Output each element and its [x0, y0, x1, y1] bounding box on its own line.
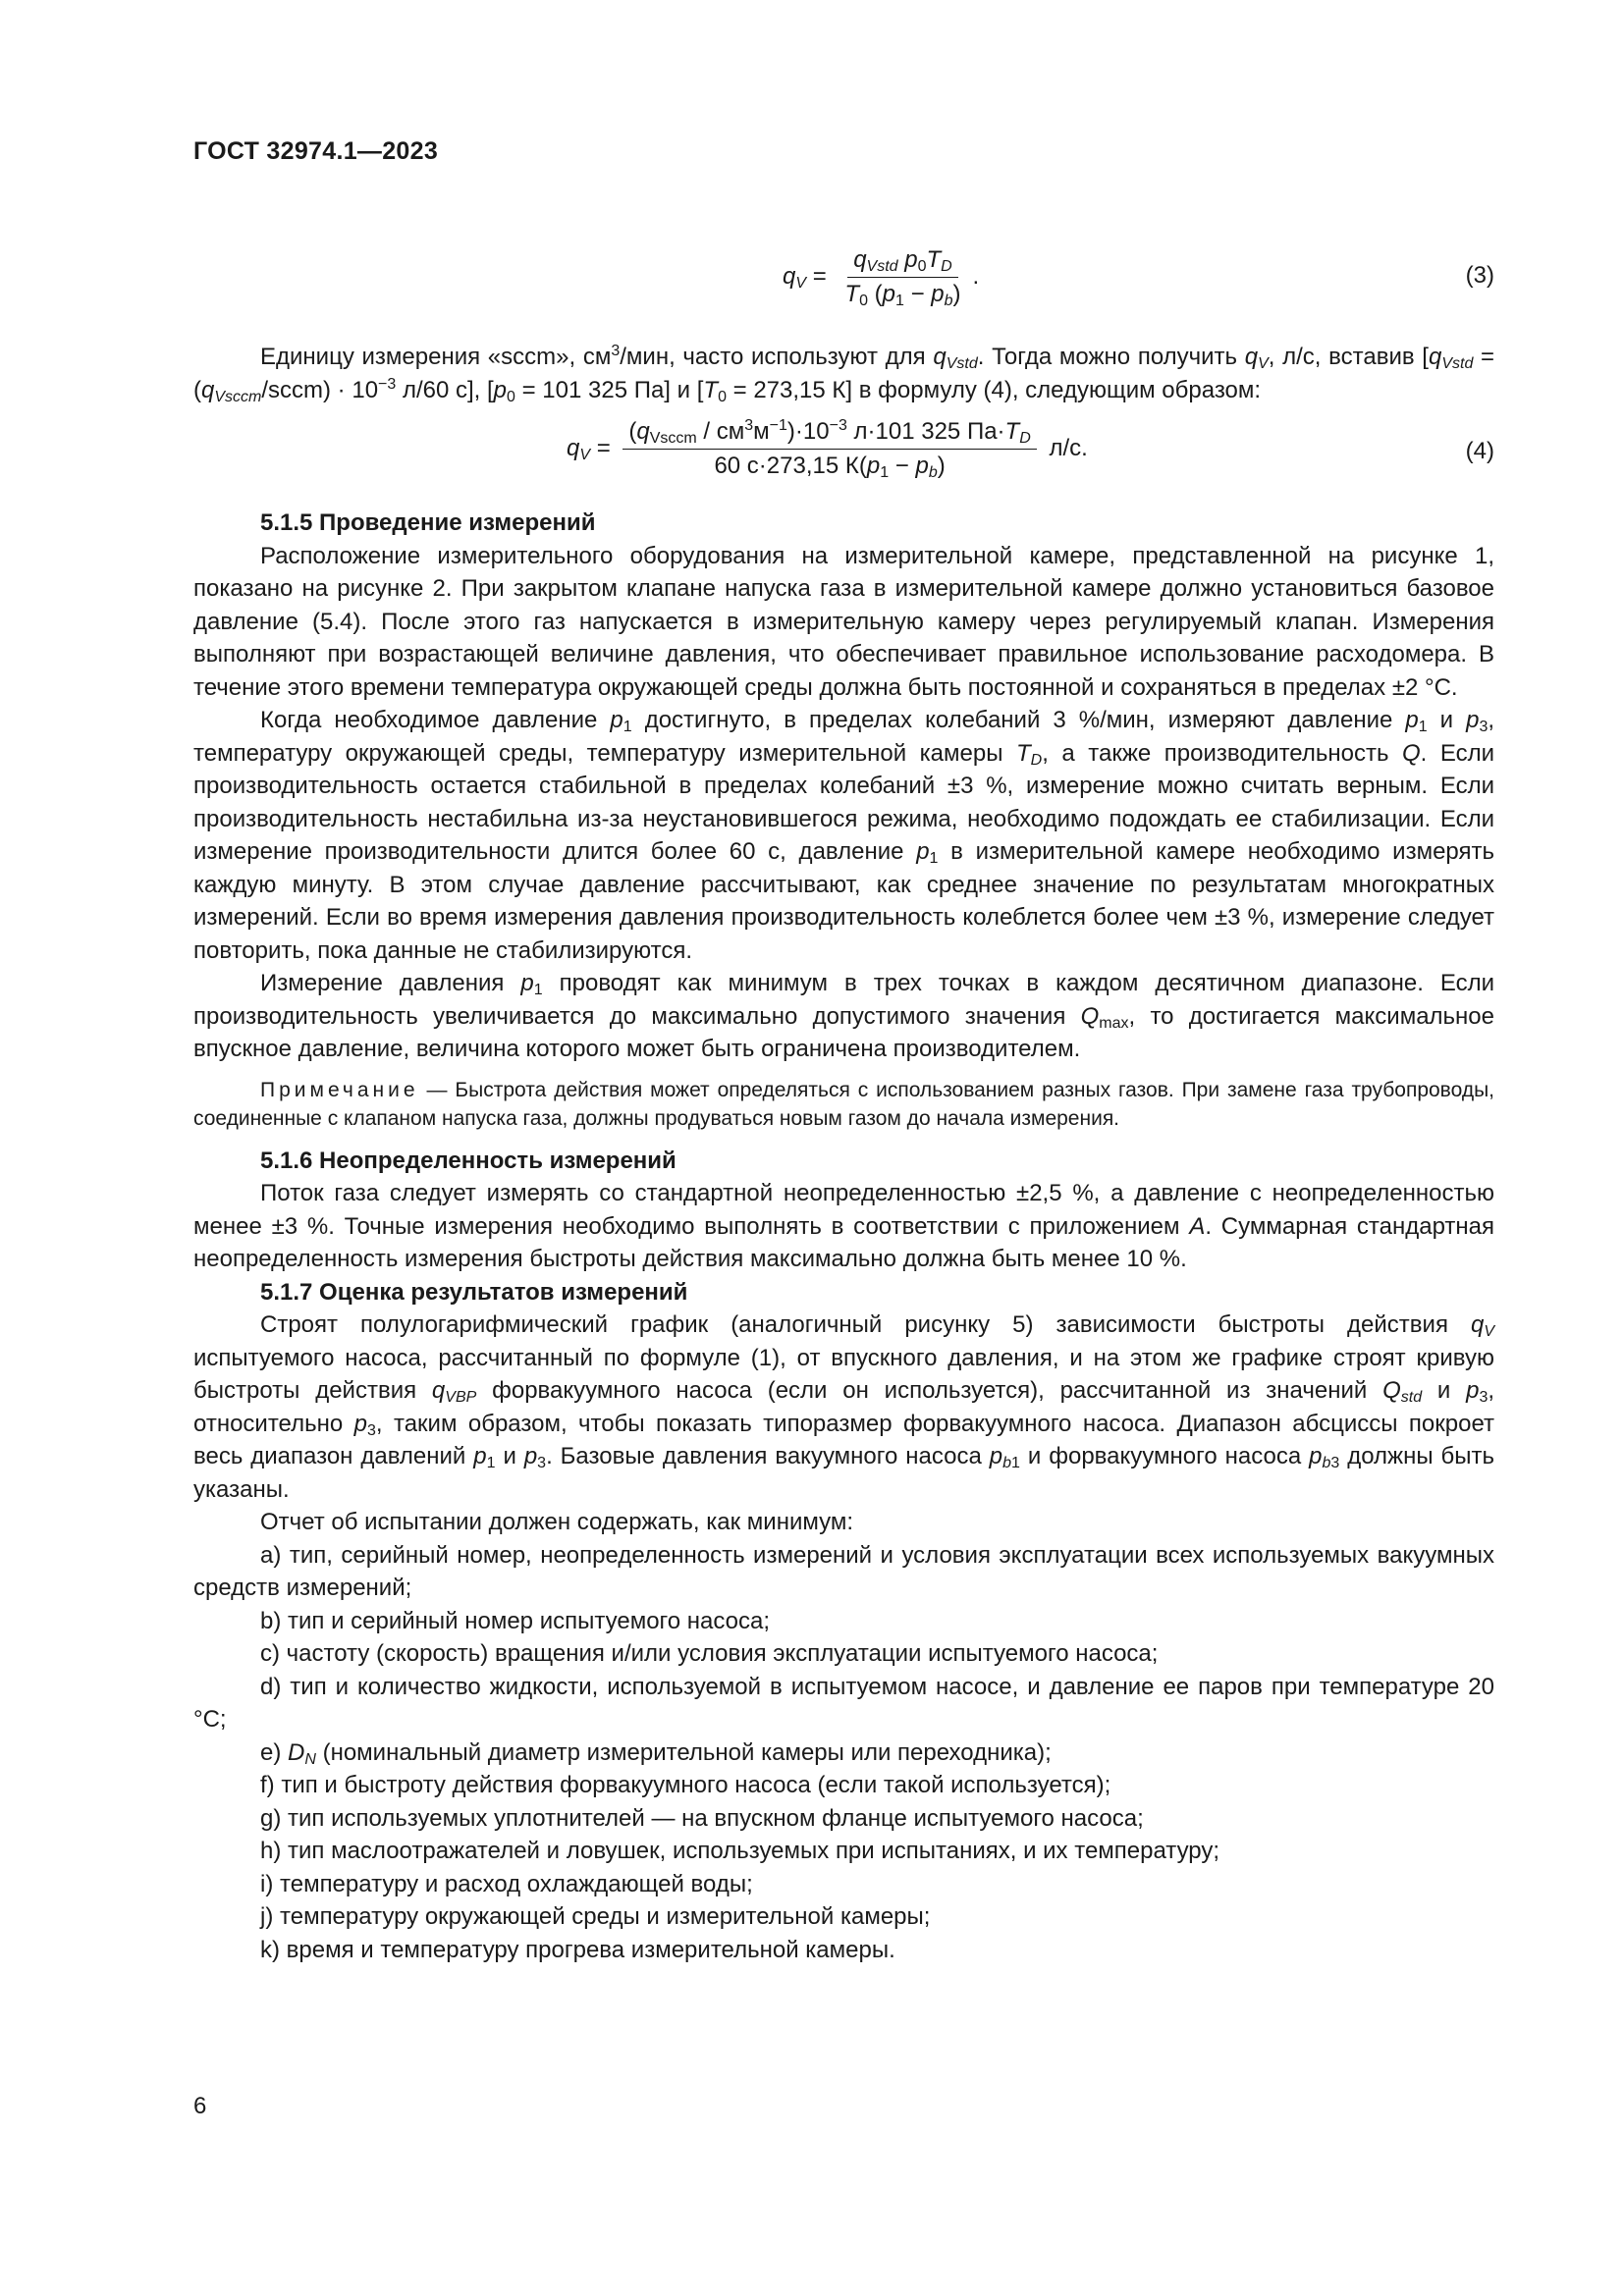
section-5-1-6-title: 5.1.6 Неопределенность измерений — [260, 1147, 677, 1174]
note-text: — Быстрота действия может определяться с использованием разных газов. При замене газа трубопроводы, соединенные с клапаном напуска газа, должны продуваться новым газом до начала измерения. — [193, 1078, 1494, 1130]
formula-3 — [193, 246, 1494, 319]
list-item-g: g) тип используемых уплотнителей — на впускном фланце испытуемого насоса; — [260, 1804, 1144, 1832]
section-5-1-5-title: 5.1.5 Проведение измерений — [260, 509, 596, 536]
document-page — [193, 137, 1494, 1966]
formula-3-expression: $q_V$ = $\frac{q_{Vstd} p_0T_D}{T_0 (p_1 - p_b)}$ . — [783, 246, 980, 309]
formula-3-number: (3) — [1465, 262, 1494, 289]
list-item-j: j) температуру окружающей среды и измерительной камеры; — [260, 1903, 931, 1930]
report-intro: Отчет об испытании должен содержать, как минимум: — [260, 1509, 854, 1535]
note-label: Примечание — [260, 1078, 419, 1101]
section-5-1-6-paragraph-1: Поток газа следует измерять со стандартной неопределенностью ±2,5 %, а давление с неопределенностью менее ±3 %. Точные измерения необходимо выполнять в соответствии с приложением А. Суммарная стандартная неопределенность измерения быстроты действия максимально должна быть менее 10 %. — [193, 1180, 1495, 1272]
section-5-1-5-paragraph-3: Измерение давления $p_1$ проводят как минимум в трех точках в каждом десятичном диапазоне. Если производительность увеличивается до максимально допустимого значения $Q_{max}$, то достигается максимальное впускное давление, величина которого может быть ограничена производителем. — [193, 970, 1495, 1062]
list-item-e: e) $D_N$ (номинальный диаметр измерительной камеры или переходника); — [260, 1738, 1052, 1768]
list-item-h: h) тип маслоотражателей и ловушек, используемых при испытаниях, и их температуру; — [260, 1838, 1220, 1864]
formula-4-unit: л/с. — [1049, 434, 1088, 461]
note — [193, 1076, 1494, 1133]
page-number: 6 — [193, 2093, 207, 2119]
list-item-b: b) тип и серийный номер испытуемого насоса; — [260, 1607, 771, 1634]
section-5-1-7-paragraph-1: Строят полулогарифмический график (аналогичный рисунку 5) зависимости быстроты действия $q_V$ испытуемого насоса, рассчитанный по формуле (1), от впускного давления, и на этом же графике строят кривую быстроты действия $q_{VBP}$ форвакуумного насоса (если он используется), рассчитанной из значений $Q_{std}$ и $p_3$, относительно $p_3$, таким образом, чтобы показать типоразмер форвакуумного насоса. Диапазон абсциссы покроет весь диапазон давлений $p_1$ и $p_3$. Базовые давления вакуумного насоса $p_{b1}$ и форвакуумного насоса $p_{b3}$ должны быть указаны. — [193, 1311, 1495, 1503]
list-item-c: c) частоту (скорость) вращения и/или условия эксплуатации испытуемого насоса; — [260, 1640, 1159, 1667]
list-item-a: a) тип, серийный номер, неопределенность измерений и условия эксплуатации всех используемых вакуумных средств измерений; — [193, 1541, 1494, 1601]
formula-4-number: (4) — [1465, 438, 1494, 464]
section-5-1-5-paragraph-1: Расположение измерительного оборудования на измерительной камере, представленной на рисунке 1, показано на рисунке 2. При закрытом клапане напуска газа в измерительной камере должно установиться базовое давление (5.4). После этого газ напускается в измерительную камеру через регулируемый клапан. Измерения выполняют при возрастающей величине давления, что обеспечивает правильное использование расходомера. В течение этого времени температура окружающей среды должна быть постоянной и сохраняться в пределах ±2 °С. — [193, 542, 1494, 701]
document-header: ГОСТ 32974.1—2023 — [193, 137, 439, 165]
list-item-d: d) тип и количество жидкости, используемой в испытуемом насосе, и давление ее паров при температуре 20 °С; — [193, 1673, 1494, 1733]
list-item-f: f) тип и быстроту действия форвакуумного насоса (если такой используется); — [260, 1772, 1111, 1798]
list-item-k: k) время и температуру прогрева измерительной камеры. — [260, 1936, 895, 1963]
formula-4 — [193, 416, 1494, 499]
section-5-1-5-paragraph-2: Когда необходимое давление $p_1$ достигнуто, в пределах колебаний 3 %/мин, измеряют давление $p_1$ и $p_3$, температуру окружающей среды, температуру измерительной камеры $T_D$, а также производительность Q. Если производительность остается стабильной в пределах колебаний ±3 %, измерение можно считать верным. Если производительность нестабильна из-за неустановившегося режима, необходимо подождать ее стабилизации. Если измерение производительности длится более 60 с, давление $p_1$ в измерительной камере необходимо измерять каждую минуту. В этом случае давление рассчитывают, как среднее значение по результатам многократных измерений. Если во время измерения давления производительность колеблется более чем ±3 %, измерение следует повторить, пока данные не стабилизируются. — [193, 707, 1495, 964]
paragraph-sccm: Единицу измерения «sccm», $см^3$/мин, часто используют для $q_{Vstd}$. Тогда можно получить $q_V$, л/с, вставив [$q_{Vstd}$ = $(q_{Vsccm}/sccm) \cdot 10^{-3}$ л/60 с], [$p_0 = 101$ 325 Па] и [$T_0 = 273,15$ К] в формулу (4), следующим образом: — [193, 343, 1495, 405]
formula-4-expression: $q_V$ = $\frac{(q_{Vsccm} / см^3м^{-1})\cdot 10^{-3} л\cdot 101 325 Па\cdot T_D}{60 с\cdot 273,15 К(p_1 - p_b)}$ л/с. — [567, 417, 1088, 481]
section-5-1-7-title: 5.1.7 Оценка результатов измерений — [260, 1278, 688, 1306]
list-item-i: i) температуру и расход охлаждающей воды; — [260, 1870, 753, 1897]
